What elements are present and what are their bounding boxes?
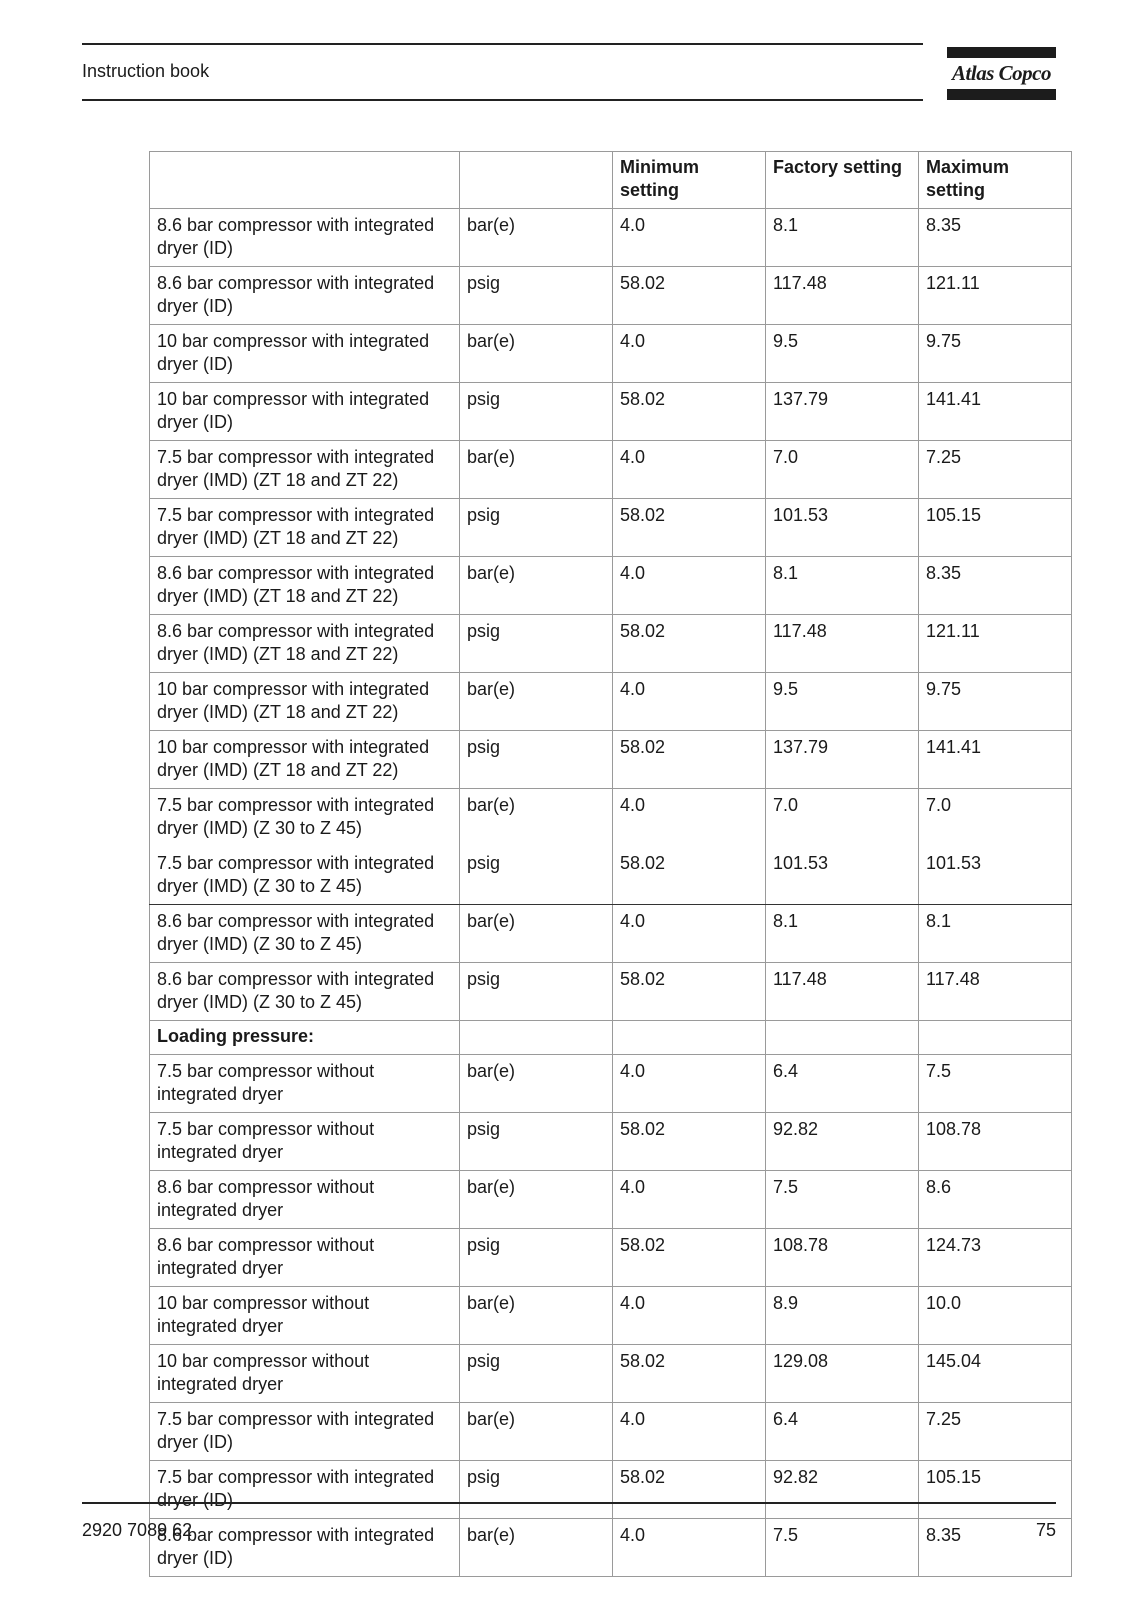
cell-description: 8.6 bar compressor without integrated dryer	[150, 1229, 460, 1287]
cell-description: 10 bar compressor with integrated dryer (ID)	[150, 325, 460, 383]
cell-unit: bar(e)	[460, 673, 613, 731]
cell-unit: bar(e)	[460, 1055, 613, 1113]
cell-minimum: 4.0	[613, 1055, 766, 1113]
atlas-copco-logo	[947, 47, 1056, 101]
cell-unit: psig	[460, 731, 613, 789]
table-row	[150, 905, 1072, 963]
logo-bar-bottom	[947, 89, 1056, 100]
cell-description: 8.6 bar compressor with integrated dryer (ID)	[150, 267, 460, 325]
table-row	[150, 441, 1072, 499]
cell-description: 7.5 bar compressor without integrated dryer	[150, 1055, 460, 1113]
cell-factory: 117.48	[766, 267, 919, 325]
cell-maximum: 105.15	[919, 499, 1072, 557]
cell-minimum: 58.02	[613, 615, 766, 673]
table-row	[150, 325, 1072, 383]
table-row	[150, 499, 1072, 557]
cell-maximum: 141.41	[919, 731, 1072, 789]
cell-unit: bar(e)	[460, 325, 613, 383]
cell-unit: psig	[460, 1229, 613, 1287]
cell-maximum: 7.25	[919, 1403, 1072, 1461]
cell-minimum	[613, 1021, 766, 1055]
cell-factory: 8.1	[766, 209, 919, 267]
cell-maximum: 117.48	[919, 963, 1072, 1021]
cell-maximum: 9.75	[919, 325, 1072, 383]
cell-description: 7.5 bar compressor with integrated dryer (ID)	[150, 1461, 460, 1519]
cell-minimum: 4.0	[613, 673, 766, 731]
cell-factory: 129.08	[766, 1345, 919, 1403]
page-number: 75	[1035, 1520, 1056, 1540]
cell-minimum: 4.0	[613, 789, 766, 847]
cell-maximum: 7.5	[919, 1055, 1072, 1113]
cell-maximum: 145.04	[919, 1345, 1072, 1403]
column-header-unit	[460, 152, 613, 209]
cell-description: 8.6 bar compressor without integrated dryer	[150, 1171, 460, 1229]
cell-minimum: 4.0	[613, 1519, 766, 1577]
cell-minimum: 58.02	[613, 847, 766, 905]
table-row	[150, 1229, 1072, 1287]
table-row	[150, 1461, 1072, 1519]
cell-factory: 108.78	[766, 1229, 919, 1287]
cell-maximum: 108.78	[919, 1113, 1072, 1171]
cell-minimum: 4.0	[613, 209, 766, 267]
table-row	[150, 1287, 1072, 1345]
cell-description: 10 bar compressor with integrated dryer (IMD) (ZT 18 and ZT 22)	[150, 673, 460, 731]
cell-factory: 9.5	[766, 673, 919, 731]
cell-factory: 6.4	[766, 1055, 919, 1113]
cell-factory: 137.79	[766, 731, 919, 789]
column-header-description	[150, 152, 460, 209]
cell-unit: bar(e)	[460, 441, 613, 499]
table-section-row	[150, 1021, 1072, 1055]
table-row	[150, 1113, 1072, 1171]
logo-bar-top	[947, 47, 1056, 58]
cell-maximum: 8.6	[919, 1171, 1072, 1229]
table-row	[150, 209, 1072, 267]
cell-description: 8.6 bar compressor with integrated dryer (IMD) (ZT 18 and ZT 22)	[150, 557, 460, 615]
table-row	[150, 615, 1072, 673]
column-header-minimum: Minimum setting	[613, 152, 766, 209]
document-number: 2920 7089 62	[82, 1520, 193, 1540]
cell-minimum: 58.02	[613, 1113, 766, 1171]
cell-minimum: 4.0	[613, 557, 766, 615]
cell-minimum: 58.02	[613, 731, 766, 789]
cell-maximum: 101.53	[919, 847, 1072, 905]
cell-maximum: 8.35	[919, 209, 1072, 267]
cell-maximum: 124.73	[919, 1229, 1072, 1287]
cell-description: 7.5 bar compressor with integrated dryer (ID)	[150, 1403, 460, 1461]
cell-minimum: 4.0	[613, 1287, 766, 1345]
cell-unit: bar(e)	[460, 1171, 613, 1229]
cell-maximum: 9.75	[919, 673, 1072, 731]
cell-unit: psig	[460, 963, 613, 1021]
cell-description: 7.5 bar compressor without integrated dryer	[150, 1113, 460, 1171]
table-row	[150, 267, 1072, 325]
cell-minimum: 4.0	[613, 441, 766, 499]
cell-factory: 7.5	[766, 1519, 919, 1577]
cell-maximum: 7.0	[919, 789, 1072, 847]
table-row	[150, 383, 1072, 441]
cell-description: 8.6 bar compressor with integrated dryer (IMD) (Z 30 to Z 45)	[150, 905, 460, 963]
cell-maximum: 8.35	[919, 1519, 1072, 1577]
cell-minimum: 58.02	[613, 1345, 766, 1403]
cell-factory: 7.0	[766, 441, 919, 499]
cell-factory: 117.48	[766, 615, 919, 673]
cell-minimum: 58.02	[613, 499, 766, 557]
cell-maximum: 141.41	[919, 383, 1072, 441]
table-row	[150, 731, 1072, 789]
header-rule-bottom	[82, 99, 923, 101]
cell-factory: 117.48	[766, 963, 919, 1021]
cell-maximum: 105.15	[919, 1461, 1072, 1519]
cell-maximum: 121.11	[919, 615, 1072, 673]
cell-description: 8.6 bar compressor with integrated dryer (ID)	[150, 209, 460, 267]
cell-factory: 9.5	[766, 325, 919, 383]
cell-factory: 7.5	[766, 1171, 919, 1229]
cell-description: 10 bar compressor with integrated dryer (IMD) (ZT 18 and ZT 22)	[150, 731, 460, 789]
footer-rule	[82, 1502, 1056, 1504]
cell-description: 8.6 bar compressor with integrated dryer (ID)	[150, 1519, 460, 1577]
table-row	[150, 1345, 1072, 1403]
header-rule-top	[82, 43, 923, 45]
table-row	[150, 789, 1072, 847]
cell-minimum: 58.02	[613, 1229, 766, 1287]
table-body	[150, 209, 1072, 1577]
cell-factory: 7.0	[766, 789, 919, 847]
cell-maximum	[919, 1021, 1072, 1055]
table-row	[150, 673, 1072, 731]
cell-unit: bar(e)	[460, 1287, 613, 1345]
cell-minimum: 58.02	[613, 963, 766, 1021]
cell-unit: psig	[460, 499, 613, 557]
cell-unit: psig	[460, 615, 613, 673]
cell-unit: bar(e)	[460, 1519, 613, 1577]
column-header-maximum: Maximum setting	[919, 152, 1072, 209]
cell-unit: psig	[460, 383, 613, 441]
cell-unit: psig	[460, 1345, 613, 1403]
cell-minimum: 58.02	[613, 383, 766, 441]
table-row	[150, 1171, 1072, 1229]
cell-unit: bar(e)	[460, 1403, 613, 1461]
logo-wordmark: Atlas Copco	[952, 61, 1051, 85]
cell-minimum: 4.0	[613, 1171, 766, 1229]
table-row	[150, 1519, 1072, 1577]
cell-maximum: 121.11	[919, 267, 1072, 325]
cell-description: Loading pressure:	[150, 1021, 460, 1055]
cell-description: 10 bar compressor with integrated dryer (ID)	[150, 383, 460, 441]
cell-description: 8.6 bar compressor with integrated dryer (IMD) (Z 30 to Z 45)	[150, 963, 460, 1021]
cell-factory: 101.53	[766, 847, 919, 905]
cell-minimum: 58.02	[613, 267, 766, 325]
cell-factory: 92.82	[766, 1461, 919, 1519]
cell-description: 7.5 bar compressor with integrated dryer (IMD) (ZT 18 and ZT 22)	[150, 441, 460, 499]
cell-minimum: 58.02	[613, 1461, 766, 1519]
cell-factory: 101.53	[766, 499, 919, 557]
cell-maximum: 7.25	[919, 441, 1072, 499]
document-title: Instruction book	[82, 61, 210, 81]
cell-unit: psig	[460, 267, 613, 325]
cell-maximum: 8.35	[919, 557, 1072, 615]
cell-unit: bar(e)	[460, 789, 613, 847]
cell-minimum: 4.0	[613, 905, 766, 963]
cell-factory: 8.1	[766, 905, 919, 963]
cell-factory	[766, 1021, 919, 1055]
cell-unit: bar(e)	[460, 905, 613, 963]
cell-unit	[460, 1021, 613, 1055]
cell-unit: psig	[460, 847, 613, 905]
table-header-row	[150, 152, 1072, 209]
cell-factory: 137.79	[766, 383, 919, 441]
cell-description: 10 bar compressor without integrated dryer	[150, 1345, 460, 1403]
cell-description: 7.5 bar compressor with integrated dryer (IMD) (Z 30 to Z 45)	[150, 847, 460, 905]
table-row	[150, 963, 1072, 1021]
cell-minimum: 4.0	[613, 325, 766, 383]
table-row	[150, 557, 1072, 615]
cell-unit: bar(e)	[460, 209, 613, 267]
cell-description: 8.6 bar compressor with integrated dryer (IMD) (ZT 18 and ZT 22)	[150, 615, 460, 673]
cell-factory: 8.1	[766, 557, 919, 615]
cell-unit: bar(e)	[460, 557, 613, 615]
cell-unit: psig	[460, 1113, 613, 1171]
settings-table	[149, 151, 1072, 1577]
cell-minimum: 4.0	[613, 1403, 766, 1461]
cell-factory: 92.82	[766, 1113, 919, 1171]
cell-description: 7.5 bar compressor with integrated dryer (IMD) (Z 30 to Z 45)	[150, 789, 460, 847]
column-header-factory: Factory setting	[766, 152, 919, 209]
cell-maximum: 8.1	[919, 905, 1072, 963]
cell-unit: psig	[460, 1461, 613, 1519]
table-row	[150, 1403, 1072, 1461]
table-row	[150, 1055, 1072, 1113]
cell-maximum: 10.0	[919, 1287, 1072, 1345]
cell-description: 7.5 bar compressor with integrated dryer (IMD) (ZT 18 and ZT 22)	[150, 499, 460, 557]
table-row	[150, 847, 1072, 905]
cell-factory: 6.4	[766, 1403, 919, 1461]
cell-description: 10 bar compressor without integrated dryer	[150, 1287, 460, 1345]
cell-factory: 8.9	[766, 1287, 919, 1345]
